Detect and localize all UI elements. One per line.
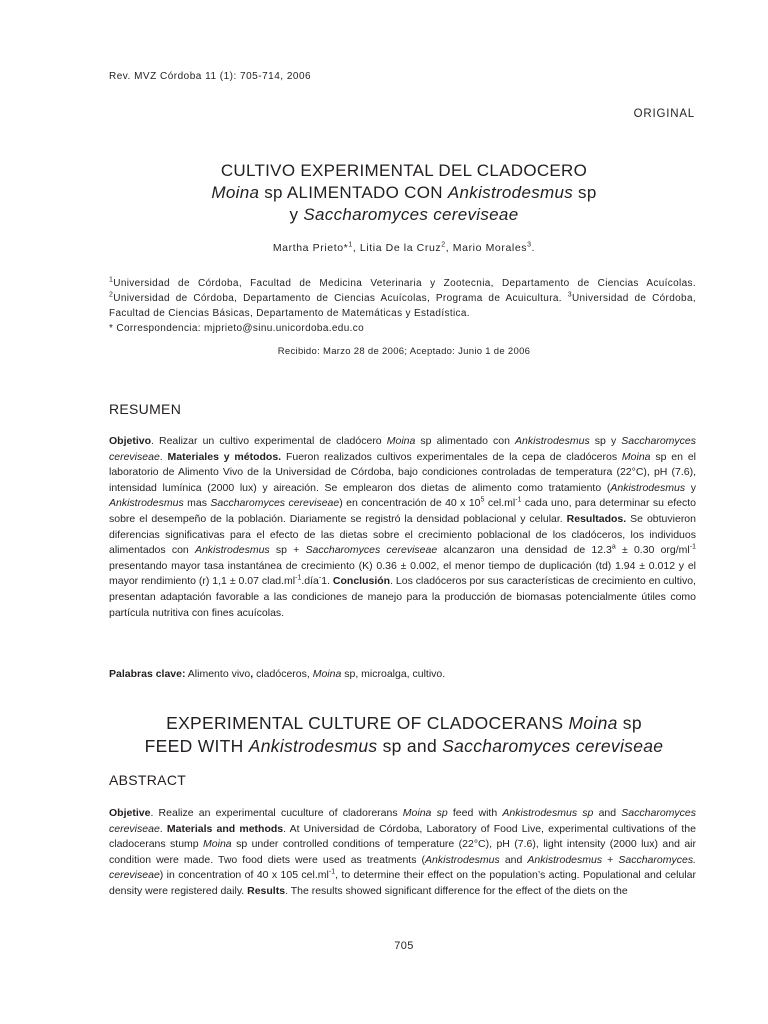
text-run: ) in concentration of 40 x 105 cel.ml [159, 869, 329, 882]
text-run: Ankistrodesmus [610, 481, 686, 494]
text-run: Moina [203, 838, 232, 851]
text-run: sp alimentado con [415, 435, 516, 447]
text-run: -1 [295, 574, 302, 582]
text-run: Saccharomyces cereviseae [109, 807, 696, 835]
text-run: alcanzaron una densidad de 12.3 [437, 544, 612, 557]
text-run: Saccharomyces cereviseae [210, 497, 340, 510]
text-run: Conclusión [332, 575, 391, 588]
text-run: Ankistrodesmus [194, 544, 270, 557]
text-run: . [159, 822, 167, 835]
correspondence: * Correspondencia: mjprieto@sinu.unicordoba.edu.co [109, 323, 365, 334]
resumen-paragraph [109, 434, 696, 621]
text-run: Objetive [109, 807, 151, 819]
text-run: a [611, 543, 616, 551]
text-run: cel.ml [484, 497, 516, 510]
text-run: and [593, 807, 622, 819]
text-run: Moina [621, 450, 651, 463]
english-title-line-2: FEED WITH Ankistrodesmus sp and Saccharomyces cereviseae [144, 736, 664, 756]
text-run: , to determine their effect on the population’s acting. Populational and celular density were registered daily. [109, 869, 696, 897]
abstract-paragraph [109, 806, 696, 900]
page-number: 705 [394, 940, 414, 952]
author-list: Martha Prieto*$^1$, Litia De la Cruz$^2$, Mario Morales$^3$. [272, 241, 536, 254]
text-run: sp under controlled conditions of temperature (22°C), pH (7.6), light intensity (2000 lux) and air condition were made. Two food diets were used as treatments ( [109, 838, 696, 866]
text-run: presentando mayor tasa instantánea de crecimiento (K) 0.36 ± 0.002, el menor tiempo de duplicación (td) 1.94 ± 0.012 y el mayor rendimiento (r) 1,1 ± 0.07 clad.ml [109, 559, 696, 588]
text-run: Objetivo [109, 435, 152, 447]
text-run: Ankistrodesmus [109, 497, 184, 510]
text-run: -1 [689, 543, 696, 551]
title-line-2: Moina sp ALIMENTADO CON Ankistrodesmus sp [211, 183, 597, 202]
text-run: . [159, 450, 168, 463]
text-run: Materials and methods [166, 822, 284, 835]
text-run: Ankistrodesmus [527, 853, 603, 866]
text-run: Ankistrodesmus [515, 435, 590, 447]
text-run: -1 [328, 868, 336, 876]
text-run: Ankistrodesmus sp [502, 807, 594, 819]
abstract-heading: ABSTRACT [109, 772, 187, 788]
journal-reference: Rev. MVZ Córdoba 11 (1): 705-714, 2006 [109, 71, 312, 82]
text-run: Saccharomyces cereviseae [305, 544, 438, 557]
text-run: .día [301, 575, 319, 588]
text-run: mas [183, 497, 211, 510]
text-run: . Realize an experimental cuculture of cladorerans [150, 807, 403, 819]
text-run: Ankistrodesmus [425, 853, 500, 866]
text-run: + [602, 853, 619, 866]
text-run: . The results showed significant difference for the effect of the diets on the [285, 884, 628, 897]
text-run: Se obtuvieron diferencias significativas para el efecto de las dietas sobre el crecimiento poblacional de los cladóceros, los individuos alimentados con [109, 512, 696, 557]
text-run: ± 0.30 org/ml [615, 544, 690, 557]
text-run: - [318, 574, 322, 582]
text-run: Fueron realizados cultivos experimentales de la cepa de cladóceros [281, 450, 622, 463]
text-run: Moina sp [402, 807, 448, 819]
affiliation-text: $^1$Universidad de Córdoba, Facultad de Medicina Veterinaria y Zootecnia, Departamento de Ciencias Acuícolas. $^2$Universidad de Córdoba, Departamento de Ciencias Acuícolas, Programa de Acuicultura. $^3$Universidad de Córdoba, Facultad de Ciencias Básicas, Departamento de Matemáticas y Estadística. [109, 276, 697, 319]
text-run: Results [247, 884, 286, 897]
resumen-heading: RESUMEN [109, 401, 182, 417]
text-run: feed with [447, 807, 503, 819]
text-run: sp en el laboratorio de Alimento Vivo de la Universidad de Córdoba, bajo condiciones controladas de temperatura (22°C), pH (7.6), intensidad lumínica (2000 lux) y aireación. Se emplearon dos dietas de alimento como tratamiento ( [109, 450, 696, 494]
text-run: Saccharomyces. cereviseae [109, 853, 696, 882]
text-run: Moina [386, 435, 416, 447]
text-run: -1 [515, 496, 522, 504]
text-run: 1. [321, 575, 333, 588]
text-run: . At Universidad de Córdoba, Laboratory of Food Live, experimental cultivations of the cladocerans stump [109, 822, 696, 851]
affiliations [109, 276, 696, 336]
text-run: Materiales y métodos. [167, 450, 282, 463]
section-label: ORIGINAL [633, 108, 695, 120]
text-run: 5 [480, 496, 485, 504]
text-run: . Realizar un cultivo experimental de cladócero [151, 435, 387, 447]
spanish-title [100, 160, 708, 226]
text-run: cada uno, para determinar su efecto sobre el desempeño de la población. Diariamente se registró la densidad poblacional y celular. [109, 497, 697, 525]
text-run: y [685, 481, 696, 494]
keywords: Palabras clave: Alimento vivo, cladóceros, Moina sp, microalga, cultivo. [109, 668, 446, 680]
text-run: . Los cladóceros por sus características de crecimiento en cultivo, presentan adaptación favorable a las condiciones de manejo para la producción de biomasas potencialmente útiles como partícula nutritiva con fines acuícolas. [109, 575, 696, 619]
text-run: sp + [269, 544, 306, 557]
text-run: sp y [589, 435, 622, 447]
text-run: Saccharomyces cereviseae [109, 435, 696, 463]
text-run: and [499, 853, 528, 866]
received-dates: Recibido: Marzo 28 de 2006; Aceptado: Junio 1 de 2006 [277, 346, 531, 357]
english-title [100, 712, 708, 758]
title-line-3: y Saccharomyces cereviseae [289, 205, 519, 224]
english-title-line-1: EXPERIMENTAL CULTURE OF CLADOCERANS Moina sp [166, 713, 642, 733]
title-line-1: CULTIVO EXPERIMENTAL DEL CLADOCERO [220, 161, 588, 180]
text-run: ) en concentración de 40 x 10 [339, 497, 481, 510]
text-run: Resultados. [566, 512, 627, 525]
